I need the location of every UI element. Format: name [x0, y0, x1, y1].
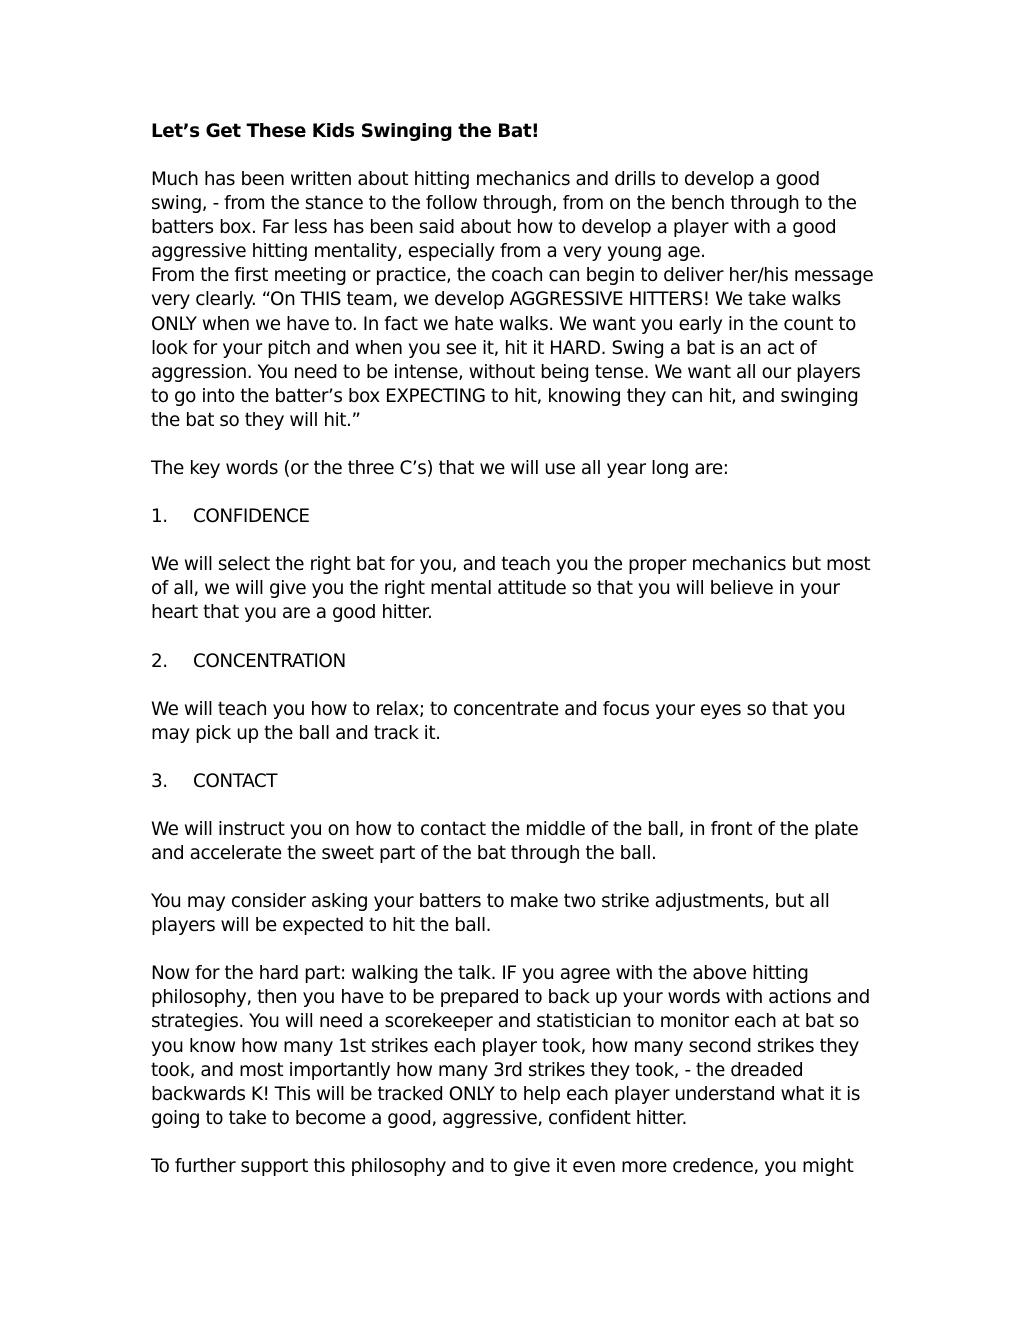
list-label: CONCENTRATION	[193, 650, 346, 672]
hard-part-paragraph: Now for the hard part: walking the talk. IF you agree with the above hitting philosophy, then you have to be prepared to back up your words with actions and strategies. You will need a scorekeeper and statistician to monitor each at bat so you know how many 1st strikes each player took, how many second strikes they took, and most importantly how many 3rd strikes they took, - the dreaded backwards K! This will be tracked ONLY to help each player understand what it is going to take to become a good, aggressive, confident hitter.	[151, 963, 870, 1129]
contact-description: We will instruct you on how to contact the middle of the ball, in front of the plate and accelerate the sweet part of the bat through the ball.	[151, 818, 859, 864]
list-item-contact	[151, 770, 881, 794]
two-strike-paragraph: You may consider asking your batters to make two strike adjustments, but all players will be expected to hit the ball.	[151, 891, 830, 937]
document-title: Let’s Get These Kids Swinging the Bat!	[151, 121, 540, 142]
concentration-description: We will teach you how to relax; to concentrate and focus your eyes so that you may pick up the ball and track it.	[151, 698, 846, 744]
intro-paragraph-1: Much has been written about hitting mechanics and drills to develop a good swing, - from the stance to the follow through, from on the bench through to the batters box. Far less has been said about how to develop a player with a good aggressive hitting mentality, especially from a very young age.	[151, 169, 857, 263]
list-label: CONTACT	[193, 770, 278, 792]
key-words-paragraph: The key words (or the three C’s) that we will use all year long are:	[151, 458, 729, 480]
intro-paragraph-2: From the first meeting or practice, the coach can begin to deliver her/his message very clearly. “On THIS team, we develop AGGRESSIVE HITTERS! We take walks ONLY when we have to. In fact we hate walks. We want you early in the count to look for your pitch and when you see it, hit it HARD. Swing a bat is an act of aggression. You need to be intense, without being tense. We want all our players to go into the batter’s box EXPECTING to hit, knowing they can hit, and swinging the bat so they will hit.”	[151, 265, 874, 431]
further-paragraph: To further support this philosophy and to give it even more credence, you might	[151, 1155, 854, 1177]
list-number: 3.	[151, 770, 168, 792]
list-number: 2.	[151, 650, 168, 672]
list-item-concentration	[151, 650, 881, 674]
list-item-confidence	[151, 505, 881, 529]
confidence-description: We will select the right bat for you, and teach you the proper mechanics but most of all, we will give you the right mental attitude so that you will believe in your heart that you are a good hitter.	[151, 554, 871, 624]
list-number: 1.	[151, 506, 168, 528]
list-label: CONFIDENCE	[193, 506, 310, 528]
document-page	[151, 120, 881, 1179]
